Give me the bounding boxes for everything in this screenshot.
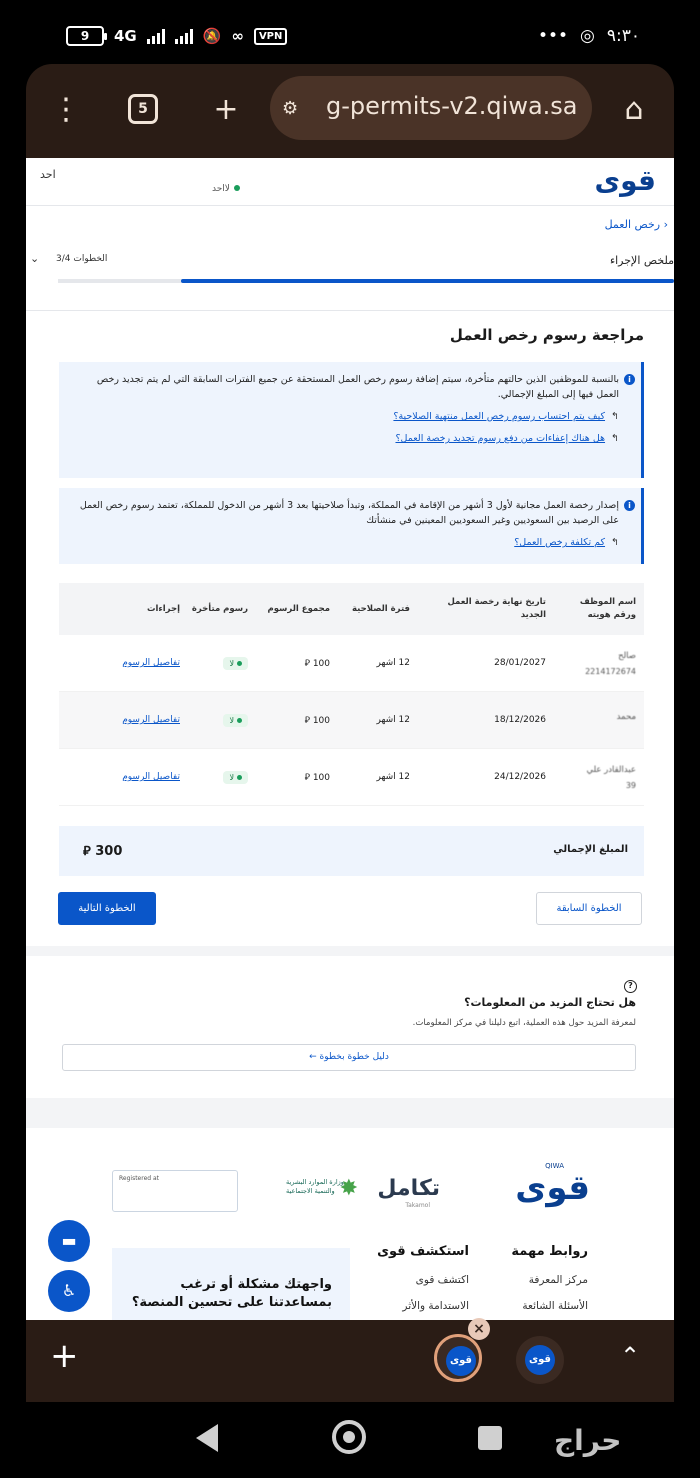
qiwa-logo[interactable]: قوى	[594, 164, 656, 197]
employee-cell: محمد	[616, 712, 636, 722]
accessibility-button[interactable]	[48, 1270, 90, 1312]
chevron-up-icon[interactable]: ⌃	[620, 1342, 641, 1370]
actions-cell	[59, 715, 190, 725]
employee-cell: عبدالقادر علي 39	[586, 764, 636, 790]
web-page	[26, 158, 674, 1320]
hrsd-logo-icon: ✸	[339, 1176, 358, 1201]
steps-progress-bar	[58, 279, 674, 283]
vpn-icon: VPN	[254, 28, 287, 45]
fee-details-link[interactable]: تفاصيل الرسوم	[122, 658, 180, 668]
tab-switcher-button[interactable]: 5	[128, 94, 158, 124]
qiwa-tab-icon: قوى	[446, 1346, 476, 1376]
user-status: لااحد	[212, 184, 240, 194]
fee-details-link[interactable]: تفاصيل الرسوم	[122, 715, 180, 725]
browser-bottom-bar	[26, 1320, 674, 1402]
section-title: مراجعة رسوم رخص العمل	[449, 326, 644, 344]
recents-icon[interactable]	[478, 1426, 502, 1450]
site-settings-icon[interactable]: ⚙	[282, 98, 299, 119]
col-late: رسوم متأخرة	[191, 603, 248, 614]
info-icon: i	[624, 500, 635, 511]
status-badge: لا	[223, 771, 248, 784]
steps-header[interactable]	[26, 248, 674, 278]
link-icon: ∞	[231, 27, 244, 45]
home-icon[interactable]: ⌂	[624, 92, 644, 127]
fees-cell: 100 ⃁	[304, 658, 330, 669]
end-date-cell: 18/12/2026	[494, 715, 546, 725]
link-exemptions[interactable]: ↰هل هناك إعفاءات من دفع رسوم تجديد رخصة العمل؟	[395, 433, 619, 444]
battery-icon: 9	[66, 26, 104, 46]
status-right	[538, 26, 640, 46]
info-icon: i	[624, 374, 635, 385]
actions-cell	[59, 658, 190, 668]
end-date-cell: 24/12/2026	[494, 772, 546, 782]
watermark: حراج	[554, 1424, 622, 1457]
chat-button[interactable]	[48, 1220, 90, 1262]
table-row	[59, 749, 644, 806]
next-step-button[interactable]: الخطوة التالية	[58, 892, 156, 925]
home-nav-icon[interactable]	[332, 1420, 366, 1454]
table-row	[59, 635, 644, 692]
section-separator	[26, 946, 674, 956]
signal-icon-2	[175, 28, 193, 44]
col-end-date: تاريخ نهاية رخصة العمل الجديد	[447, 597, 546, 620]
status-badge: لا	[223, 714, 248, 727]
employee-cell: صالح 2214172674	[585, 650, 636, 676]
period-cell: 12 اشهر	[376, 772, 410, 782]
step-guide-button[interactable]: دليل خطوة بخطوة ←	[62, 1044, 636, 1071]
hrsd-logo: وزارة الموارد البشرية والتنمية الاجتماعية	[286, 1178, 344, 1195]
help-text: لمعرفة المزيد حول هذه العملية، اتبع دليلنا في مركز المعلومات.	[412, 1018, 636, 1028]
divider	[26, 310, 674, 311]
col-actions: إجراءات	[146, 603, 180, 614]
whatsapp-icon: ◎	[580, 26, 595, 46]
browser-toolbar	[26, 64, 674, 160]
android-nav-bar	[0, 1402, 700, 1478]
arrow-icon: ↰	[611, 537, 619, 548]
mute-icon: 🔕	[202, 27, 222, 45]
explore-qiwa-title: استكشف قوى	[377, 1244, 469, 1259]
important-links-title: روابط مهمة	[511, 1244, 588, 1259]
step-counter: الخطوات 3/4	[56, 254, 108, 264]
period-cell: 12 اشهر	[376, 715, 410, 725]
chevron-down-icon[interactable]: ⌄	[30, 252, 40, 265]
actions-cell	[59, 772, 190, 782]
plus-icon[interactable]: +	[50, 1336, 79, 1376]
col-period: فترة الصلاحية	[352, 603, 410, 614]
url-bar[interactable]	[270, 76, 592, 140]
notification-dots: •••	[537, 26, 569, 46]
previous-step-button[interactable]: الخطوة السابقة	[536, 892, 642, 925]
url-text: g-permits-v2.qiwa.sa	[326, 92, 578, 120]
late-cell	[190, 714, 258, 727]
fee-details-link[interactable]: تفاصيل الرسوم	[122, 772, 180, 782]
feedback-cta[interactable]: واجهتك مشكلة أو ترغب بمساعدتنا على تحسين المنصة؟	[112, 1248, 350, 1320]
progress-fill	[181, 279, 674, 283]
link-permit-cost[interactable]: ↰كم تكلفة رخص العمل؟	[514, 537, 619, 548]
kebab-menu-icon[interactable]: ⋮	[51, 92, 81, 127]
clock: ٩:٣٠	[606, 26, 640, 46]
takamol-logo-en: Takamol	[405, 1202, 430, 1209]
current-step-name: ملخص الإجراء	[609, 254, 674, 267]
fees-cell: 100 ⃁	[304, 772, 330, 783]
end-date-cell: 28/01/2027	[494, 658, 546, 668]
tab-thumbnail-active[interactable]	[434, 1334, 482, 1382]
info-alert-free-permit	[59, 488, 644, 564]
link-expired-fees[interactable]: ↰كيف يتم احتساب رسوم رخص العمل منتهية الصلاحية؟	[393, 411, 619, 422]
status-dot-icon	[234, 185, 240, 191]
close-tab-icon[interactable]: ×	[468, 1318, 490, 1340]
signal-icon	[147, 28, 165, 44]
user-name[interactable]: احد	[40, 168, 56, 181]
alert-text: بالنسبة للموظفين الذين حالتهم متأخرة، سيتم إضافة رسوم رخص العمل المستحقة عن جميع الفترات السابقة التي لم يتم تجديد رخص العمل فيها إلى المبلغ الإجمالي.	[96, 374, 619, 400]
table-row	[59, 692, 644, 749]
late-cell	[190, 657, 258, 670]
status-left	[66, 26, 287, 46]
footer-link[interactable]: مركز المعرفة	[528, 1274, 588, 1286]
network-type: 4G	[114, 27, 137, 45]
late-cell	[190, 771, 258, 784]
help-title: هل تحتاج المزيد من المعلومات؟	[464, 996, 636, 1009]
total-value: 300 ⃁	[83, 844, 123, 859]
footer-link[interactable]: اكتشف قوى	[415, 1274, 469, 1286]
question-icon: ?	[624, 980, 637, 993]
footer-qiwa-logo[interactable]: قوى	[515, 1168, 590, 1208]
col-employee: اسم الموظف ورقم هويته	[579, 597, 636, 620]
info-alert-late-fees	[59, 362, 644, 478]
footer-link[interactable]: الاستدامة والأثر	[402, 1300, 469, 1312]
plus-icon[interactable]: +	[213, 92, 239, 127]
status-badge: لا	[223, 657, 248, 670]
arrow-icon: ↰	[611, 411, 619, 422]
table-header	[59, 583, 644, 635]
alert-text: إصدار رخصة العمل مجانية لأول 3 أشهر من الإقامة في المملكة، وتبدأ صلاحيتها بعد 3 أشهر من الدخول للمملكة، تعتمد رسوم رخص العمل على الرصيد بين السعوديين وغير السعوديين المعينين في منشأتك	[79, 500, 619, 526]
registration-badge[interactable]: Registered at	[112, 1170, 238, 1212]
col-fees: مجموع الرسوم	[267, 603, 330, 614]
site-header	[26, 158, 674, 206]
footer-separator	[26, 1098, 674, 1128]
chat-icon: ▬	[61, 1231, 77, 1250]
fees-table	[59, 583, 644, 806]
footer-link[interactable]: الأسئلة الشائعة	[522, 1300, 588, 1312]
arrow-icon: ↰	[611, 433, 619, 444]
status-bar	[0, 0, 700, 72]
takamol-logo[interactable]: تكامل	[377, 1176, 440, 1201]
accessibility-icon: ♿	[61, 1281, 77, 1300]
total-amount-box	[59, 826, 644, 876]
tab-thumbnail[interactable]	[516, 1336, 564, 1384]
footer-qiwa-small: QIWA	[545, 1162, 564, 1170]
period-cell: 12 اشهر	[376, 658, 410, 668]
fees-cell: 100 ⃁	[304, 715, 330, 726]
qiwa-tab-icon: قوى	[525, 1345, 555, 1375]
back-icon[interactable]	[196, 1424, 218, 1452]
breadcrumb[interactable]: ‹ رخص العمل	[604, 218, 668, 231]
total-label: المبلغ الإجمالي	[553, 844, 628, 855]
arrow-left-icon: ←	[309, 1052, 317, 1062]
